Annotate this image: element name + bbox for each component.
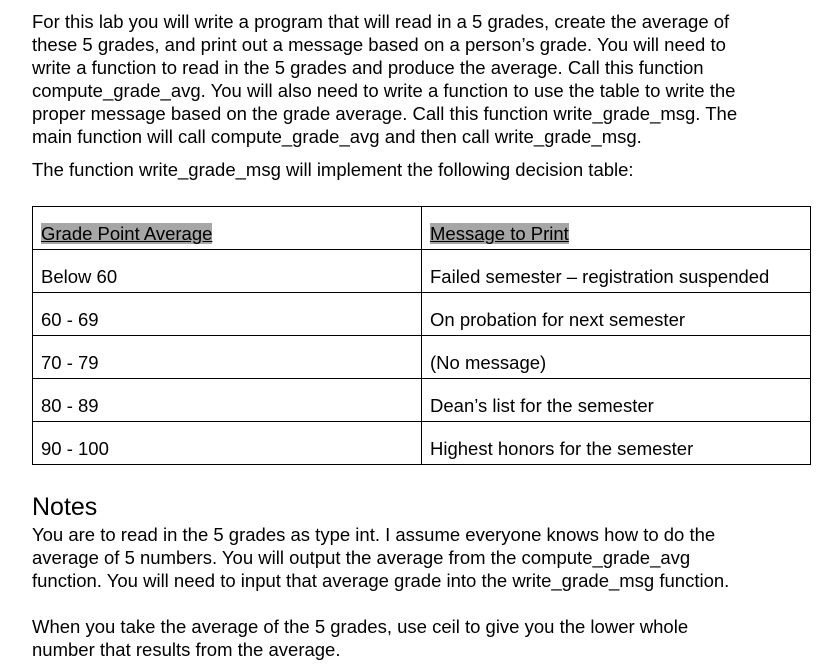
table-intro-text: The function write_grade_msg will implement the following decision table:	[32, 159, 634, 180]
intro-line: proper message based on the grade average. Call this function write_grade_msg. The	[32, 103, 738, 124]
document-page	[32, 10, 812, 660]
grade-range-cell: 60 - 69	[33, 293, 422, 336]
notes-body	[32, 523, 812, 661]
header-cell-grade	[33, 207, 422, 250]
table-header-row	[33, 207, 811, 250]
notes-line: function. You will need to input that average grade into the write_grade_msg function.	[32, 570, 730, 591]
message-cell: On probation for next semester	[422, 293, 811, 336]
intro-line: For this lab you will write a program that will read in a 5 grades, create the average of	[32, 11, 730, 32]
intro-line: compute_grade_avg. You will also need to write a function to use the table to write the	[32, 80, 736, 101]
notes-line: average of 5 numbers. You will output the average from the compute_grade_avg	[32, 547, 691, 568]
table-row	[33, 336, 811, 379]
header-message-to-print: Message to Print	[430, 223, 569, 244]
intro-paragraph	[32, 10, 812, 148]
table-row	[33, 250, 811, 293]
table-row	[33, 422, 811, 465]
grade-range-cell: 70 - 79	[33, 336, 422, 379]
message-cell: (No message)	[422, 336, 811, 379]
notes-line: number that results from the average.	[32, 639, 341, 660]
notes-line: When you take the average of the 5 grades, use ceil to give you the lower whole	[32, 616, 689, 637]
notes-heading: Notes	[32, 493, 98, 521]
header-grade-point-average: Grade Point Average	[41, 223, 213, 244]
notes-paragraph-1	[32, 523, 812, 592]
notes-line: You are to read in the 5 grades as type int. I assume everyone knows how to do the	[32, 524, 716, 545]
decision-table	[32, 206, 811, 465]
intro-line: write a function to read in the 5 grades and produce the average. Call this function	[32, 57, 704, 78]
message-cell: Failed semester – registration suspended	[422, 250, 811, 293]
grade-range-cell: 90 - 100	[33, 422, 422, 465]
message-cell: Dean’s list for the semester	[422, 379, 811, 422]
notes-paragraph-2	[32, 615, 812, 661]
message-cell: Highest honors for the semester	[422, 422, 811, 465]
table-row	[33, 293, 811, 336]
grade-range-cell: Below 60	[33, 250, 422, 293]
intro-line: these 5 grades, and print out a message based on a person’s grade. You will need to	[32, 34, 726, 55]
table-row	[33, 379, 811, 422]
intro-line: main function will call compute_grade_avg and then call write_grade_msg.	[32, 126, 642, 147]
grade-range-cell: 80 - 89	[33, 379, 422, 422]
header-cell-message	[422, 207, 811, 250]
